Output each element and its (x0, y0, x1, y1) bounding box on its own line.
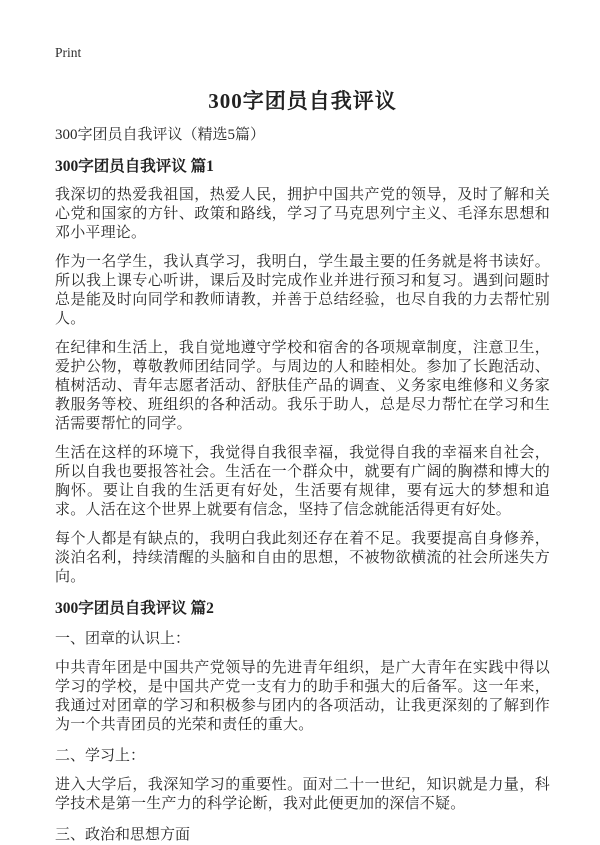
section-2-heading: 300字团员自我评议 篇2 (55, 600, 214, 617)
paragraph: 每个人都是有缺点的，我明白我此刻还存在着不足。我要提高自身修养，淡泊名利，持续清醒的头脑和自由的思想，不被物欲横流的社会所迷失方向。 (55, 531, 550, 585)
paragraph: 我深切的热爱我祖国，热爱人民，拥护中国共产党的领导，及时了解和关心党和国家的方针、政策和路线，学习了马克思列宁主义、毛泽东思想和邓小平理论。 (55, 187, 550, 241)
paragraph: 中共青年团是中国共产党领导的先进青年组织，是广大青年在实践中得以学习的学校，是中国共产党一支有力的助手和强大的后备军。这一年来，我通过对团章的学习和积极参与团内的各项活动，让我更深刻的了解到作为一个共青团员的光荣和责任的重大。 (55, 660, 550, 733)
paragraph: 进入大学后，我深知学习的重要性。面对二十一世纪，知识就是力量，科学技术是第一生产力的科学论断，我对此便更加的深信不疑。 (55, 777, 550, 812)
section-1-heading: 300字团员自我评议 篇1 (55, 158, 214, 175)
subheading-3: 三、政治和思想方面 (55, 827, 191, 843)
paragraph: 生活在这样的环境下，我觉得自我很幸福，我觉得自我的幸福来自社会，所以自我也要报答社会。生活在一个群众中，就要有广阔的胸襟和博大的胸怀。要让自我的生活更有好处，生活要有规律，要有远大的梦想和追求。人活在这个世界上就要有信念，坚持了信念就能活得更有好处。 (55, 445, 550, 518)
page-title: 300字团员自我评议 (208, 89, 397, 113)
paragraph: 作为一名学生，我认真学习，我明白，学生最主要的任务就是将书读好。所以我上课专心听讲，课后及时完成作业并进行预习和复习。遇到问题时总是能及时向同学和教师请教，并善于总结经验，也尽自我的力去帮忙别人。 (55, 254, 550, 327)
paragraph: 在纪律和生活上，我自觉地遵守学校和宿舍的各项规章制度，注意卫生，爱护公物，尊敬教师团结同学。与周边的人和睦相处。参加了长跑活动、植树活动、青年志愿者活动、舒肤佳产品的调查、义务家电维修和义务家教服务等校、班组织的各种活动。我乐于助人，总是尽力帮忙在学习和生活需要帮忙的同学。 (55, 340, 550, 432)
subheading-2: 二、学习上： (55, 748, 146, 764)
subheading-1: 一、团章的认识上： (55, 631, 191, 647)
page-subtitle: 300字团员自我评议（精选5篇） (55, 127, 266, 143)
print-button[interactable]: Print (55, 45, 82, 60)
